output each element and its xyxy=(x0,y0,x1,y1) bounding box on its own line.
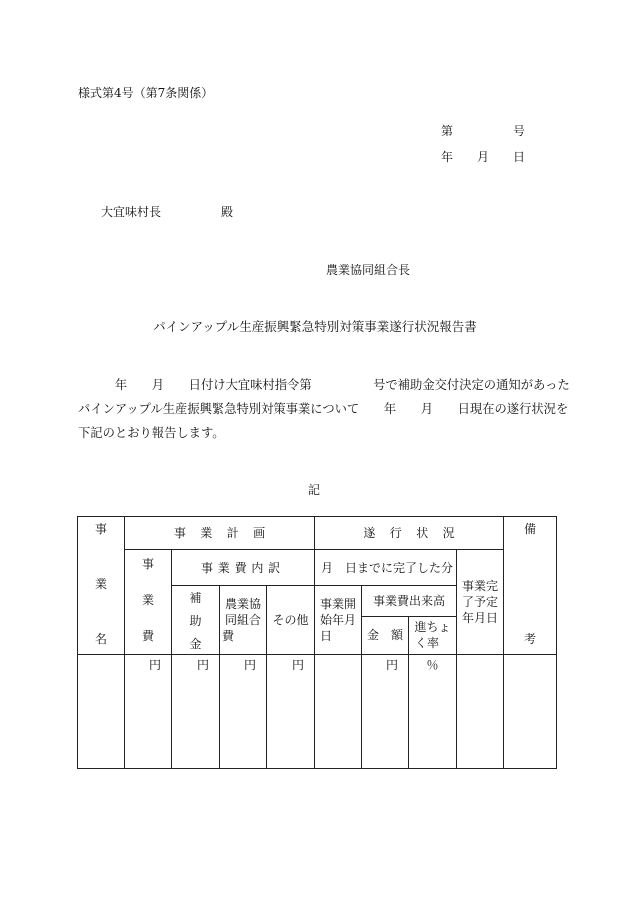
hojokin-char-2: 助 xyxy=(189,614,202,628)
kaishi-header xyxy=(315,586,362,655)
dekidaka-header xyxy=(362,586,457,617)
cell-nokyo[interactable] xyxy=(220,655,267,769)
document-title: パインアップル生産振興緊急特別対策事業遂行状況報告書 xyxy=(153,319,477,334)
biko-char-2: 考 xyxy=(523,632,536,646)
suiko-jokyo-label: 遂行状況 xyxy=(363,526,469,540)
body-line-2: パインアップル生産振興緊急特別対策事業について 年 月 日現在の遂行状況を xyxy=(78,402,569,416)
hojokin-char-1: 補 xyxy=(189,591,202,605)
jigyo-keikaku-header xyxy=(125,517,315,550)
unit-yen: 円 xyxy=(148,658,161,672)
jigyohi-char-3: 費 xyxy=(141,629,154,643)
jigyo-keikaku-label: 事業計画 xyxy=(173,526,280,540)
sonota-label: その他 xyxy=(272,613,309,627)
shinchoku-header xyxy=(409,616,457,654)
sender: 農業協同組合長 xyxy=(326,263,411,277)
cell-sonota[interactable] xyxy=(267,655,315,769)
sonota-header xyxy=(267,586,315,655)
cell-shinchoku[interactable] xyxy=(409,655,457,769)
hojokin-char-3: 金 xyxy=(189,637,202,651)
form-number: 様式第4号（第7条関係） xyxy=(78,86,214,100)
biko-header xyxy=(504,517,557,655)
cell-hojokin[interactable] xyxy=(172,655,220,769)
dekidaka-label: 事業費出来高 xyxy=(372,593,445,608)
nokyo-header xyxy=(220,586,267,655)
kingaku-label: 金 額 xyxy=(366,628,403,643)
kaishi-line-2: 始年月 xyxy=(320,613,357,627)
body-line-1: 年 月 日付け大宜味村指令第 号で補助金交付決定の通知があった xyxy=(78,378,570,392)
jigyohi-char-1: 事 xyxy=(141,557,154,571)
jigyohi-uchiwake-label: 事業費内訳 xyxy=(200,560,285,575)
jigyo-mei-char-1: 事 xyxy=(94,522,107,536)
suiko-jokyo-header xyxy=(315,517,504,550)
unit-yen: 円 xyxy=(291,658,304,672)
kanryo-yotei-header xyxy=(457,550,504,655)
jigyo-mei-char-2: 業 xyxy=(94,577,107,591)
kanryo-header xyxy=(315,550,457,586)
unit-yen: 円 xyxy=(196,658,209,672)
jigyo-mei-char-3: 名 xyxy=(94,632,107,646)
unit-percent: ％ xyxy=(426,658,439,672)
body-text xyxy=(78,373,570,445)
kaishi-line-1: 事業開 xyxy=(320,597,357,611)
document-number: 第 号 xyxy=(441,124,526,138)
cell-jigyohi[interactable] xyxy=(125,655,172,769)
cell-kingaku[interactable] xyxy=(362,655,409,769)
kanryo-yotei-line-3: 年月日 xyxy=(461,611,498,625)
jigyohi-uchiwake-header xyxy=(172,550,315,586)
jigyohi-header xyxy=(125,550,172,655)
jigyohi-char-2: 業 xyxy=(141,593,154,607)
document-date: 年 月 日 xyxy=(441,150,526,164)
cell-biko[interactable] xyxy=(504,655,557,769)
kanryo-yotei-line-1: 事業完 xyxy=(461,579,498,593)
kanryo-label: 月 日までに完了した分 xyxy=(321,560,454,575)
shinchoku-line-1: 進ちょ xyxy=(414,620,451,635)
kaishi-line-3: 日 xyxy=(320,629,333,643)
nokyo-line-2: 同組合 xyxy=(224,613,261,627)
hojokin-header xyxy=(172,586,220,655)
shinchoku-line-2: く率 xyxy=(415,636,440,651)
addressee: 大宜味村長 殿 xyxy=(101,205,234,219)
nokyo-line-3: 費 xyxy=(222,629,235,643)
report-table xyxy=(77,516,557,769)
unit-yen: 円 xyxy=(243,658,256,672)
unit-yen: 円 xyxy=(385,658,398,672)
body-line-3: 下記のとおり報告します。 xyxy=(78,426,225,440)
jigyo-mei-header xyxy=(78,517,125,655)
ki-heading: 記 xyxy=(308,483,321,497)
kingaku-header xyxy=(362,616,409,654)
nokyo-line-1: 農業協 xyxy=(224,597,261,611)
cell-jigyo-mei[interactable] xyxy=(78,655,125,769)
cell-kaishi[interactable] xyxy=(315,655,362,769)
biko-char-1: 備 xyxy=(523,522,536,536)
cell-kanryo-yotei[interactable] xyxy=(457,655,504,769)
kanryo-yotei-line-2: 了予定 xyxy=(461,595,498,609)
